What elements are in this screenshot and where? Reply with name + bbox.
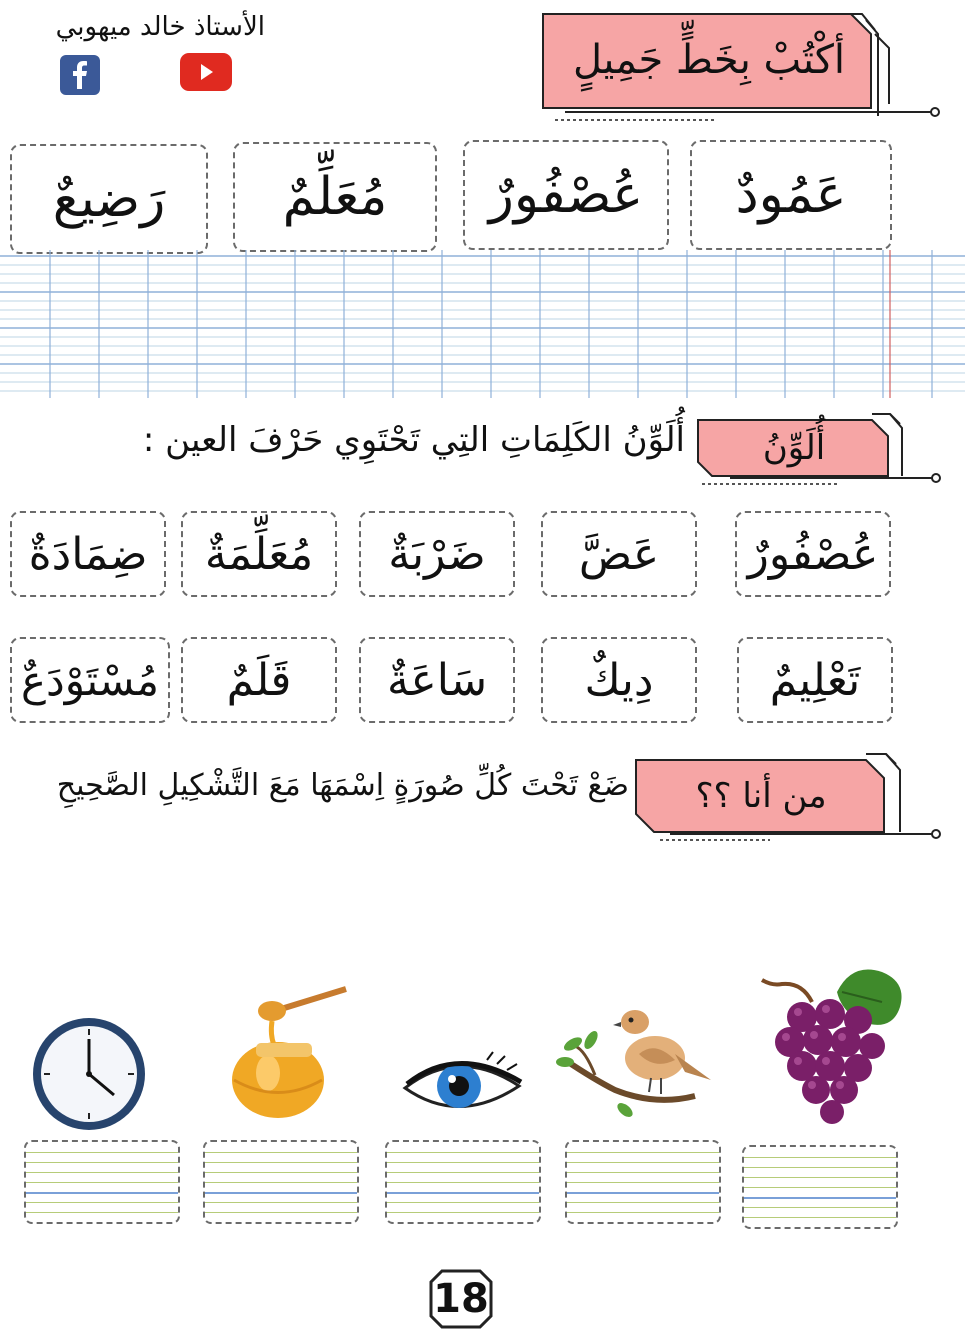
bird-image [555,1010,715,1130]
writing-line [744,1187,896,1188]
word-label: رَضِيعٌ [52,169,166,229]
color-tag-label: أُلَوِّنُ [762,428,826,468]
who-am-i-tag [630,752,950,847]
writing-line [26,1212,178,1213]
writing-line [567,1162,719,1163]
writing-line [387,1192,539,1194]
answer-box[interactable] [203,1140,359,1224]
color-word-box[interactable] [10,511,166,597]
writing-line [26,1182,178,1183]
word-label: عُصْفُورٌ [747,528,879,580]
handwriting-grid[interactable] [0,250,965,398]
answer-box[interactable] [24,1140,180,1224]
word-box [463,140,669,250]
writing-line [387,1152,539,1153]
word-label: مُعَلِّمَةٌ [204,528,314,580]
word-label: مُسْتَوْدَعٌ [20,655,160,705]
writing-line [26,1152,178,1153]
answer-box[interactable] [385,1140,541,1224]
word-label: مُعَلِّمٌ [282,167,388,227]
writing-line [387,1212,539,1213]
answer-box[interactable] [742,1145,898,1229]
naming-instruction: ضَعْ تَحْتَ كُلِّ صُورَةٍ اِسْمَهَا مَعَ التَّشْكِيلِ الصَّحِيحِ [56,768,629,803]
color-word-box[interactable] [737,637,893,723]
word-label: عَمُودٌ [735,165,847,225]
color-tag [690,410,950,490]
writing-line [205,1182,357,1183]
word-label: عُصْفُورٌ [488,165,644,225]
writing-line [387,1162,539,1163]
clock-image [30,1015,148,1133]
word-label: عَضَّ [578,528,660,580]
writing-line [26,1192,178,1194]
writing-line [205,1212,357,1213]
writing-line [567,1212,719,1213]
color-word-box[interactable] [10,637,170,723]
writing-line [205,1172,357,1173]
writing-line [567,1172,719,1173]
word-label: قَلَمٌ [226,654,292,706]
write-beautifully-title: أكْتُبْ بِخَطٍّ جَمِيلٍ [572,37,846,83]
writing-line [387,1202,539,1203]
page-number-badge [428,1268,494,1330]
facebook-icon[interactable] [60,55,100,95]
writing-line [744,1207,896,1208]
word-box [690,140,892,250]
color-instruction: أُلَوِّنُ الكَلِمَاتِ التِي تَحْتَوِي حَرْفَ العين : [142,420,685,460]
writing-line [205,1162,357,1163]
writing-line [567,1182,719,1183]
writing-line [205,1192,357,1194]
word-label: ضَرْبَةٌ [388,528,486,580]
color-word-box[interactable] [359,511,515,597]
color-word-box[interactable] [181,511,337,597]
writing-line [26,1172,178,1173]
writing-line [744,1177,896,1178]
writing-line [26,1162,178,1163]
word-box [233,142,437,252]
answer-box[interactable] [565,1140,721,1224]
writing-line [387,1172,539,1173]
writing-line [744,1167,896,1168]
word-label: تَعْلِيمٌ [769,654,861,706]
word-label: دِيكٌ [584,654,654,706]
page-number: 18 [433,1276,489,1322]
color-word-box[interactable] [541,511,697,597]
honey-jar-image [228,985,353,1120]
eye-image [397,1050,527,1120]
writing-line [567,1202,719,1203]
color-word-box[interactable] [735,511,891,597]
writing-line [26,1202,178,1203]
color-word-box[interactable] [359,637,515,723]
writing-line [567,1192,719,1194]
writing-line [744,1157,896,1158]
word-label: سَاعَةٌ [386,654,488,706]
youtube-icon[interactable] [180,53,232,91]
writing-line [205,1202,357,1203]
writing-line [205,1152,357,1153]
writing-line [744,1217,896,1218]
writing-line [387,1182,539,1183]
word-box [10,144,208,254]
who-am-i-label: من أنا ؟؟ [695,776,827,816]
author-name: الأستاذ خالد ميهوبي [55,12,265,42]
grapes-image [742,962,912,1132]
color-word-box[interactable] [541,637,697,723]
writing-line [744,1197,896,1199]
write-beautifully-tag [535,12,945,127]
color-word-box[interactable] [181,637,337,723]
word-label: ضِمَادَةٌ [28,528,148,580]
writing-line [567,1152,719,1153]
